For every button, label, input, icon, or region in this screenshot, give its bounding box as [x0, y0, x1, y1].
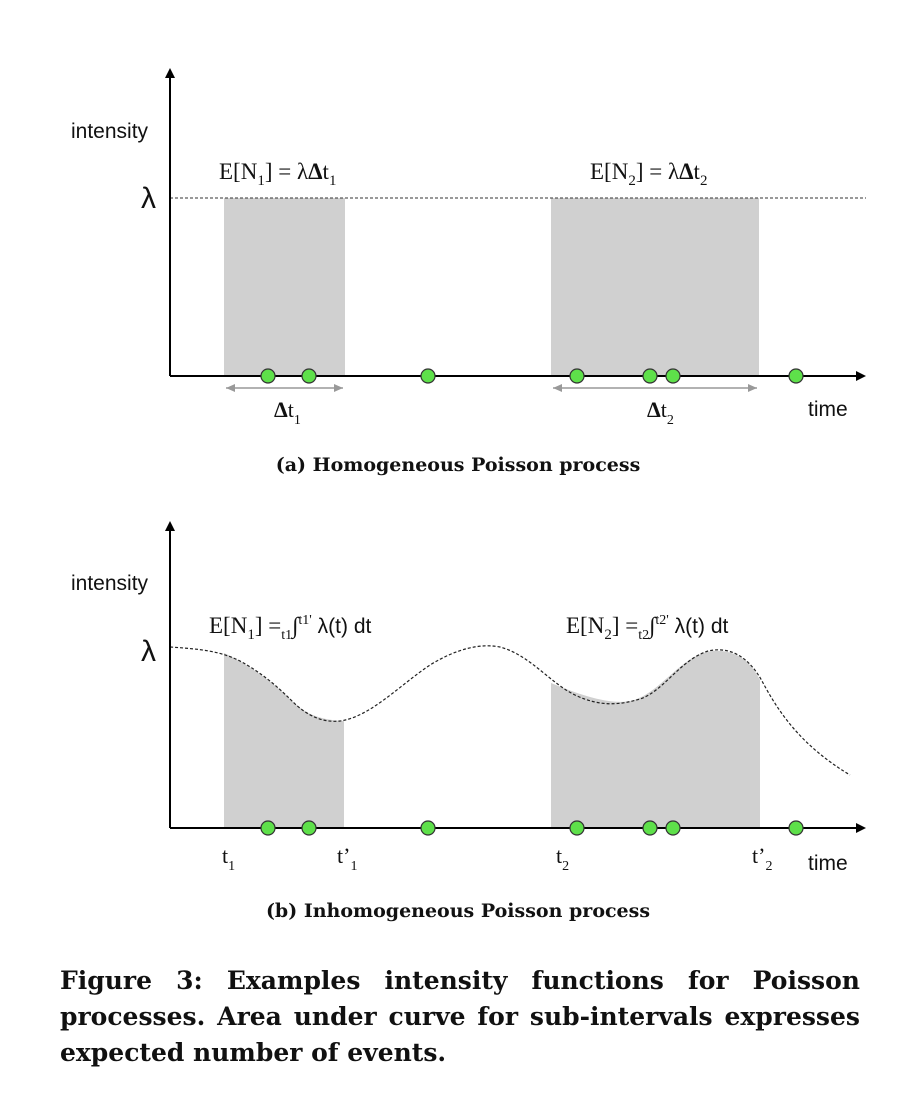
event-point: [302, 821, 316, 835]
subfigure-caption-a: (a) Homogeneous Poisson process: [275, 454, 641, 476]
tick-label-t1-prime: $t’_1$: [337, 843, 358, 874]
shaded-interval-2: [551, 198, 759, 376]
figure-panel-b: [0, 515, 916, 895]
event-point: [789, 369, 803, 383]
homogeneous-plot: [0, 60, 916, 445]
x-axis-label: time: [808, 852, 848, 875]
event-point: [666, 821, 680, 835]
shaded-area-1: [224, 653, 344, 828]
event-point: [261, 821, 275, 835]
tick-label-t2-prime: $t’_2$: [752, 843, 773, 874]
lambda-label: λ: [141, 635, 156, 668]
integral-eq-1: $E[N_1] =_{t1}\int^{t1'}$ λ(t) dt: [209, 613, 372, 643]
expectation-eq-2: $E[N_2] = \lambda\Delta t_2$: [590, 159, 708, 189]
figure-panel-a: [0, 60, 916, 445]
inhomogeneous-plot: [0, 515, 916, 895]
expectation-eq-1: $E[N_1] = \lambda\Delta t_1$: [219, 159, 337, 189]
event-point: [666, 369, 680, 383]
delta-t1-label: $\Delta t_1$: [274, 397, 301, 428]
subfigure-caption-b: (b) Inhomogeneous Poisson process: [265, 900, 651, 922]
event-point: [421, 821, 435, 835]
event-point: [570, 369, 584, 383]
figure-caption-text: Examples intensity functions for Poisson processes. Area under curve for sub-intervals expresses expected number of events.: [60, 966, 860, 1067]
event-point: [421, 369, 435, 383]
shaded-area-2: [551, 651, 760, 828]
event-point: [643, 369, 657, 383]
event-point: [302, 369, 316, 383]
event-point: [643, 821, 657, 835]
tick-label-t1: $t_1$: [222, 843, 236, 874]
y-axis-label: intensity: [71, 572, 149, 595]
lambda-label: λ: [141, 182, 156, 215]
figure-caption-label: Figure 3:: [60, 966, 203, 995]
y-axis-label: intensity: [71, 120, 149, 143]
figure-caption: [60, 963, 860, 1071]
event-point: [789, 821, 803, 835]
shaded-interval-1: [224, 198, 345, 376]
tick-label-t2: $t_2$: [556, 843, 570, 874]
event-point: [261, 369, 275, 383]
event-point: [570, 821, 584, 835]
x-axis-label: time: [808, 398, 848, 421]
integral-eq-2: $E[N_2] =_{t2}\int^{t2'}$ λ(t) dt: [566, 613, 729, 643]
delta-t2-label: $\Delta t_2$: [647, 397, 674, 428]
